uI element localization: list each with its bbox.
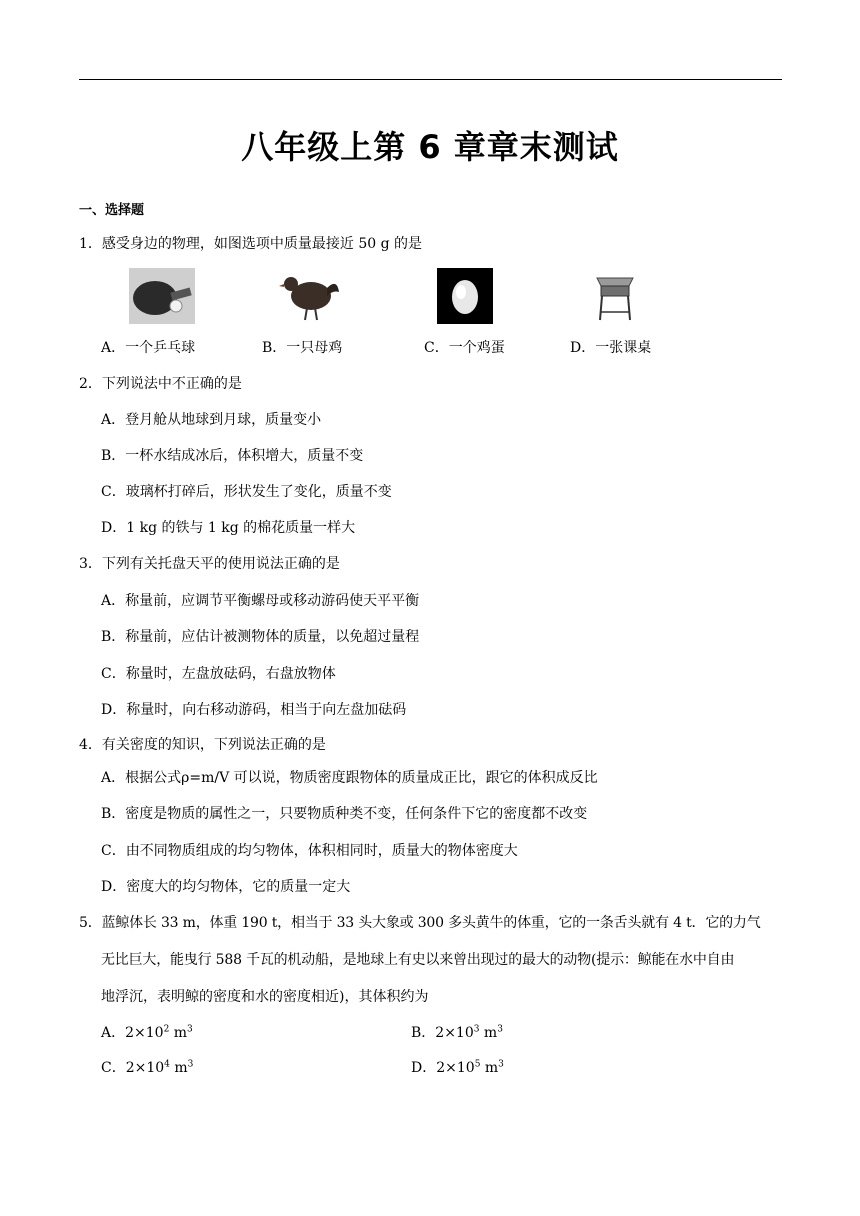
section-heading: 一、选择题 (79, 203, 145, 218)
q4-option-d: D．密度大的均匀物体，它的质量一定大 (101, 879, 351, 895)
question-3-stem: 3．下列有关托盘天平的使用说法正确的是 (79, 556, 340, 572)
question-5-stem-line-2: 无比巨大，能曳行 588 千瓦的机动船，是地球上有史以来曾出现过的最大的动物(提示：鲸能在水中自由 (101, 952, 735, 968)
question-5-stem-line-3: 地浮沉，表明鲸的密度和水的密度相近)，其体积约为 (101, 989, 429, 1005)
q4-option-c: C．由不同物质组成的均匀物体，体积相同时，质量大的物体密度大 (101, 843, 518, 859)
q5-option-c: C．$2\times 10^4$ $m^3$ (101, 1059, 194, 1076)
q2-option-d: D．1 kg 的铁与 1 kg 的棉花质量一样大 (101, 520, 356, 536)
q3-option-c: C．称量时，左盘放砝码，右盘放物体 (101, 666, 336, 682)
q3-option-a: A．称量前，应调节平衡螺母或移动游码使天平平衡 (101, 593, 420, 609)
question-1-stem: 1．感受身边的物理，如图选项中质量最接近 50 g 的是 (79, 236, 423, 252)
school-desk-image (587, 268, 643, 324)
q4-option-a: A．根据公式ρ=m/V 可以说，物质密度跟物体的质量成正比，跟它的体积成反比 (101, 770, 598, 786)
q1-option-d: D．一张课桌 (570, 340, 652, 356)
q3-option-b: B．称量前，应估计被测物体的质量，以免超过量程 (101, 629, 420, 645)
q2-option-b: B．一杯水结成冰后，体积增大，质量不变 (101, 448, 364, 464)
q5-option-a: A．$2\times 10^2$ $m^3$ (101, 1024, 193, 1041)
q5-option-b: B．$2\times 10^3$ $m^3$ (411, 1024, 503, 1041)
hen-image (277, 268, 343, 324)
question-5-stem-line-1: 5．蓝鲸体长 33 m，体重 190 t，相当于 33 头大象或 300 多头黄牛的体重，它的一条舌头就有 4 t．它的力气 (79, 915, 761, 931)
q4-option-b: B．密度是物质的属性之一，只要物质种类不变，任何条件下它的密度都不改变 (101, 806, 588, 822)
ping-pong-paddle-image (129, 268, 195, 324)
page-title: 八年级上第 6 章章末测试 (241, 128, 619, 166)
header-rule (79, 79, 782, 80)
q2-option-a: A．登月舱从地球到月球，质量变小 (101, 412, 322, 428)
q1-option-c: C．一个鸡蛋 (424, 340, 505, 356)
egg-image (437, 268, 493, 324)
q1-option-a: A．一个乒乓球 (101, 340, 196, 356)
question-2-stem: 2．下列说法中不正确的是 (79, 376, 242, 392)
question-4-stem: 4．有关密度的知识，下列说法正确的是 (79, 737, 326, 753)
q1-option-b: B．一只母鸡 (262, 340, 343, 356)
q3-option-d: D．称量时，向右移动游码，相当于向左盘加砝码 (101, 702, 407, 718)
q2-option-c: C．玻璃杯打碎后，形状发生了变化，质量不变 (101, 484, 392, 500)
q5-option-d: D．$2\times 10^5$ $m^3$ (411, 1059, 504, 1076)
